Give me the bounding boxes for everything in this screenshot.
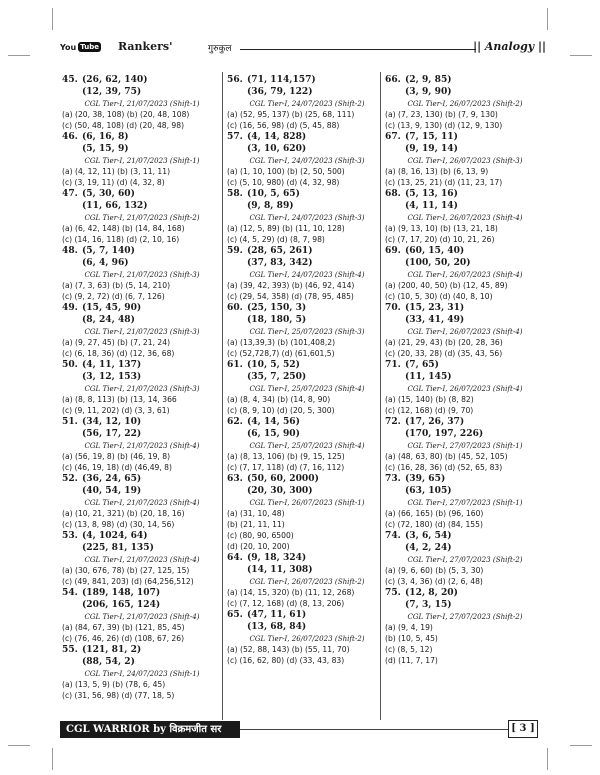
question-pair-1: (17, 26, 37): [405, 416, 465, 427]
question-pair-2: (40, 54, 19): [82, 485, 142, 496]
answer-option-row: (c) (49, 841, 203) (d) (64,256,512): [62, 577, 194, 586]
question-number: 68.: [385, 188, 401, 199]
column-divider: [222, 72, 223, 720]
question-number: 45.: [62, 74, 78, 85]
exam-source: CGL Tier-I, 21/07/2023 (Shift-1): [84, 99, 200, 108]
question-number: 47.: [62, 188, 78, 199]
answer-option-row: (a) (14, 15, 320) (b) (11, 12, 268): [227, 588, 355, 597]
answer-option-row: (c) (13, 25, 21) (d) (11, 23, 17): [385, 178, 503, 187]
question-pair-2: (9, 8, 89): [247, 200, 294, 211]
question-number: 54.: [62, 587, 78, 598]
question-pair-1: (10, 5, 52): [247, 359, 300, 370]
question-line: [385, 587, 545, 599]
question-line: [385, 302, 545, 314]
answer-option-row: (c) (8, 9, 10) (d) (20, 5, 300): [227, 406, 335, 415]
question-pair-1: (28, 65, 261): [247, 245, 313, 256]
question-pair-2: (8, 24, 48): [82, 314, 135, 325]
question-pair-2: (6, 15, 90): [247, 428, 300, 439]
question-pair-2: (100, 50, 20): [405, 257, 471, 268]
answer-option-row: (c) (3, 4, 36) (d) (2, 6, 48): [385, 577, 483, 586]
answer-option-row: (a) (39, 42, 393) (b) (46, 92, 414): [227, 281, 355, 290]
exam-source: CGL Tier-I, 21/07/2023 (Shift-4): [84, 441, 200, 450]
question-number: 71.: [385, 359, 401, 370]
answer-option-row: (a) (8, 16, 13) (b) (6, 13, 9): [385, 167, 489, 176]
question-line: [227, 552, 387, 564]
question-number: 50.: [62, 359, 78, 370]
question-pair-2: (33, 41, 49): [405, 314, 465, 325]
question-pair-2: (37, 83, 342): [247, 257, 313, 268]
question-item: [227, 245, 387, 302]
answer-option-row: (c) (13, 8, 98) (d) (30, 14, 56): [62, 520, 175, 529]
question-line: [385, 359, 545, 371]
footer-brand: CGL WARRIOR by विक्रमजीत सर: [60, 721, 240, 738]
answer-option-row: (a) (66, 165) (b) (96, 160): [385, 509, 484, 518]
question-line: [227, 131, 387, 143]
section-title: || Analogy ||: [473, 40, 546, 53]
question-item: [385, 131, 545, 188]
answer-option-row: (a) (9, 13, 10) (b) (13, 21, 18): [385, 224, 498, 233]
column-divider: [380, 72, 381, 720]
crop-mark: [547, 748, 548, 770]
question-item: [227, 552, 387, 609]
answer-option-row: (c) (12, 168) (d) (9, 70): [385, 406, 474, 415]
question-pair-1: (39, 65): [405, 473, 446, 484]
question-pair-1: (4, 14, 828): [247, 131, 307, 142]
answer-option-row: (c) (10, 5, 30) (d) (40, 8, 10): [385, 292, 493, 301]
exam-source: CGL Tier-I, 25/07/2023 (Shift-3): [249, 327, 365, 336]
question-pair-2: (3, 12, 153): [82, 371, 142, 382]
answer-option-row: (c) (16, 62, 80) (d) (33, 43, 83): [227, 656, 345, 665]
question-pair-2: (20, 30, 300): [247, 485, 313, 496]
question-pair-2: (12, 39, 75): [82, 86, 142, 97]
answer-option-row: (a) (48, 63, 80) (b) (45, 52, 105): [385, 452, 508, 461]
question-line: [227, 609, 387, 621]
question-number: 59.: [227, 245, 243, 256]
question-line: [227, 359, 387, 371]
question-item: [62, 131, 222, 188]
question-item: [62, 188, 222, 245]
answer-option-row: (a) (9, 4, 19): [385, 623, 433, 632]
question-item: [62, 644, 222, 701]
crop-mark: [52, 748, 53, 770]
question-pair-1: (7, 15, 11): [405, 131, 458, 142]
question-line: [62, 416, 222, 428]
question-column-1: [62, 74, 222, 719]
question-pair-1: (4, 11, 137): [82, 359, 142, 370]
answer-option-row: (c) (4, 5, 29) (d) (8, 7, 98): [227, 235, 325, 244]
exam-source: CGL Tier-I, 26/07/2023 (Shift-2): [249, 577, 365, 586]
question-pair-1: (7, 65): [405, 359, 439, 370]
exam-source: CGL Tier-I, 21/07/2023 (Shift-1): [84, 156, 200, 165]
question-pair-1: (5, 30, 60): [82, 188, 135, 199]
question-pair-2: (88, 54, 2): [82, 656, 135, 667]
answer-option-row: (c) (29, 54, 358) (d) (78, 95, 485): [227, 292, 354, 301]
question-pair-2: (206, 165, 124): [82, 599, 161, 610]
youtube-logo-word: You: [60, 42, 77, 52]
answer-option-row: (a) (9, 27, 45) (b) (7, 21, 24): [62, 338, 171, 347]
question-line: [62, 188, 222, 200]
header-divider: [240, 49, 476, 50]
question-pair-2: (4, 2, 24): [405, 542, 452, 553]
question-line: [385, 530, 545, 542]
question-line: [62, 74, 222, 86]
answer-option-row: (d) (20, 10, 200): [227, 542, 290, 551]
question-pair-1: (34, 12, 10): [82, 416, 142, 427]
question-line: [227, 302, 387, 314]
question-number: 73.: [385, 473, 401, 484]
question-number: 46.: [62, 131, 78, 142]
page-number: [ 3 ]: [508, 720, 538, 738]
answer-option-row: (a) (10, 21, 321) (b) (20, 18, 16): [62, 509, 185, 518]
question-pair-1: (6, 16, 8): [82, 131, 129, 142]
question-number: 58.: [227, 188, 243, 199]
exam-source: CGL Tier-I, 27/07/2023 (Shift-2): [407, 555, 523, 564]
exam-source: CGL Tier-I, 27/07/2023 (Shift-2): [407, 612, 523, 621]
brand-name: Rankers': [118, 40, 173, 53]
answer-option-row: (d) (11, 7, 17): [385, 656, 438, 665]
question-pair-1: (36, 24, 65): [82, 473, 142, 484]
exam-source: CGL Tier-I, 24/07/2023 (Shift-1): [84, 669, 200, 678]
question-item: [385, 188, 545, 245]
answer-option-row: (b) (21, 11, 11): [227, 520, 285, 529]
question-number: 55.: [62, 644, 78, 655]
question-pair-1: (15, 23, 31): [405, 302, 465, 313]
question-item: [227, 131, 387, 188]
question-pair-2: (225, 81, 135): [82, 542, 154, 553]
question-item: [62, 473, 222, 530]
question-item: [385, 587, 545, 666]
question-pair-1: (15, 45, 90): [82, 302, 142, 313]
question-item: [385, 473, 545, 530]
exam-source: CGL Tier-I, 24/07/2023 (Shift-3): [249, 156, 365, 165]
question-number: 52.: [62, 473, 78, 484]
answer-option-row: (c) (7, 17, 118) (d) (7, 16, 112): [227, 463, 345, 472]
youtube-play-icon: Tube: [80, 43, 99, 51]
question-item: [227, 609, 387, 666]
exam-source: CGL Tier-I, 21/07/2023 (Shift-4): [84, 498, 200, 507]
question-pair-2: (56, 17, 22): [82, 428, 142, 439]
exam-source: CGL Tier-I, 21/07/2023 (Shift-3): [84, 327, 200, 336]
question-line: [385, 74, 545, 86]
answer-option-row: (a) (21, 29, 43) (b) (20, 28, 36): [385, 338, 503, 347]
question-pair-2: (36, 79, 122): [247, 86, 313, 97]
question-pair-2: (5, 15, 9): [82, 143, 129, 154]
question-pair-1: (10, 5, 65): [247, 188, 300, 199]
answer-option-row: (a) (7, 23, 130) (b) (7, 9, 130): [385, 110, 498, 119]
answer-option-row: (c) (3, 19, 11) (d) (4, 32, 8): [62, 178, 165, 187]
question-pair-1: (189, 148, 107): [82, 587, 161, 598]
exam-source: CGL Tier-I, 21/07/2023 (Shift-2): [84, 213, 200, 222]
question-item: [385, 245, 545, 302]
question-item: [385, 74, 545, 131]
question-pair-1: (2, 9, 85): [405, 74, 452, 85]
question-item: [385, 359, 545, 416]
question-line: [62, 131, 222, 143]
question-pair-1: (4, 14, 56): [247, 416, 300, 427]
exam-source: CGL Tier-I, 26/07/2023 (Shift-2): [249, 634, 365, 643]
exam-source: CGL Tier-I, 21/07/2023 (Shift-4): [84, 555, 200, 564]
question-line: [227, 188, 387, 200]
answer-option-row: (a) (8, 4, 34) (b) (14, 8, 90): [227, 395, 331, 404]
exam-source: CGL Tier-I, 26/07/2023 (Shift-4): [407, 213, 523, 222]
question-item: [62, 359, 222, 416]
footer-divider: [240, 729, 508, 730]
answer-option-row: (c) (76, 46, 26) (d) (108, 67, 26): [62, 634, 185, 643]
answer-option-row: (a) (52, 95, 137) (b) (25, 68, 111): [227, 110, 355, 119]
question-column-2: [227, 74, 387, 719]
answer-option-row: (a) (30, 676, 78) (b) (27, 125, 15): [62, 566, 190, 575]
question-line: [385, 245, 545, 257]
question-number: 75.: [385, 587, 401, 598]
question-pair-2: (6, 4, 96): [82, 257, 129, 268]
answer-option-row: (a) (15, 140) (b) (8, 82): [385, 395, 474, 404]
answer-option-row: (c) (16, 28, 36) (d) (52, 65, 83): [385, 463, 503, 472]
answer-option-row: (c) (50, 48, 108) (d) (20, 48, 98): [62, 121, 185, 130]
exam-source: CGL Tier-I, 26/07/2023 (Shift-4): [407, 270, 523, 279]
question-item: [227, 473, 387, 552]
question-item: [227, 359, 387, 416]
crop-mark: [547, 8, 548, 30]
question-item: [62, 587, 222, 644]
question-pair-1: (26, 62, 140): [82, 74, 148, 85]
answer-option-row: (c) (6, 18, 36) (d) (12, 36, 68): [62, 349, 175, 358]
question-item: [227, 302, 387, 359]
exam-source: CGL Tier-I, 26/07/2023 (Shift-1): [249, 498, 365, 507]
answer-option-row: (a) (6, 42, 148) (b) (14, 84, 168): [62, 224, 185, 233]
exam-source: CGL Tier-I, 21/07/2023 (Shift-3): [84, 270, 200, 279]
exam-source: CGL Tier-I, 25/07/2023 (Shift-4): [249, 384, 365, 393]
question-number: 62.: [227, 416, 243, 427]
question-item: [62, 302, 222, 359]
exam-source: CGL Tier-I, 26/07/2023 (Shift-3): [407, 156, 523, 165]
question-number: 56.: [227, 74, 243, 85]
crop-mark: [570, 745, 592, 746]
question-pair-2: (63, 105): [405, 485, 452, 496]
question-line: [385, 188, 545, 200]
question-pair-2: (9, 19, 14): [405, 143, 458, 154]
crop-mark: [52, 8, 53, 30]
answer-option-row: (c) (52,728,7) (d) (61,601,5): [227, 349, 335, 358]
answer-option-row: (a) (31, 10, 48): [227, 509, 285, 518]
question-pair-2: (170, 197, 226): [405, 428, 484, 439]
question-item: [62, 416, 222, 473]
question-line: [385, 473, 545, 485]
question-line: [62, 530, 222, 542]
exam-source: CGL Tier-I, 26/07/2023 (Shift-4): [407, 384, 523, 393]
question-number: 60.: [227, 302, 243, 313]
question-number: 72.: [385, 416, 401, 427]
question-pair-1: (3, 6, 54): [405, 530, 452, 541]
question-pair-1: (9, 18, 324): [247, 552, 307, 563]
question-pair-2: (14, 11, 308): [247, 564, 313, 575]
answer-option-row: (c) (7, 12, 168) (d) (8, 13, 206): [227, 599, 345, 608]
question-item: [62, 530, 222, 587]
question-pair-1: (5, 7, 140): [82, 245, 135, 256]
question-column-3: [385, 74, 545, 719]
answer-option-row: (a) (20, 38, 108) (b) (20, 48, 108): [62, 110, 190, 119]
question-number: 65.: [227, 609, 243, 620]
exam-source: CGL Tier-I, 24/07/2023 (Shift-2): [249, 99, 365, 108]
question-pair-1: (50, 60, 2000): [247, 473, 319, 484]
answer-option-row: (c) (9, 11, 202) (d) (3, 3, 61): [62, 406, 170, 415]
question-number: 70.: [385, 302, 401, 313]
answer-option-row: (a) (8, 13, 106) (b) (9, 15, 125): [227, 452, 345, 461]
answer-option-row: (c) (7, 17, 20) (d) 10, 21, 26): [385, 235, 495, 244]
answer-option-row: (c) (72, 180) (d) (84, 155): [385, 520, 483, 529]
question-line: [385, 416, 545, 428]
exam-source: CGL Tier-I, 26/07/2023 (Shift-4): [407, 327, 523, 336]
question-line: [227, 74, 387, 86]
exam-source: CGL Tier-I, 24/07/2023 (Shift-3): [249, 213, 365, 222]
answer-option-row: (a) (52, 88, 143) (b) (55, 11, 70): [227, 645, 350, 654]
question-item: [385, 530, 545, 587]
question-line: [62, 245, 222, 257]
question-pair-2: (11, 145): [405, 371, 452, 382]
exam-source: CGL Tier-I, 21/07/2023 (Shift-4): [84, 612, 200, 621]
answer-option-row: (b) (10, 5, 45): [385, 634, 438, 643]
exam-source: CGL Tier-I, 26/07/2023 (Shift-2): [407, 99, 523, 108]
question-pair-1: (5, 13, 16): [405, 188, 458, 199]
question-line: [62, 473, 222, 485]
question-item: [62, 74, 222, 131]
question-pair-2: (7, 3, 15): [405, 599, 452, 610]
question-pair-2: (3, 9, 90): [405, 86, 452, 97]
answer-option-row: (c) (8, 5, 12): [385, 645, 433, 654]
question-pair-2: (11, 66, 132): [82, 200, 148, 211]
answer-option-row: (c) (14, 16, 118) (d) (2, 10, 16): [62, 235, 180, 244]
answer-option-row: (a) (56, 19, 8) (b) (46, 19, 8): [62, 452, 171, 461]
question-number: 61.: [227, 359, 243, 370]
question-number: 67.: [385, 131, 401, 142]
question-pair-1: (71, 114,157): [247, 74, 316, 85]
question-line: [62, 644, 222, 656]
question-number: 49.: [62, 302, 78, 313]
exam-source: CGL Tier-I, 24/07/2023 (Shift-4): [249, 270, 365, 279]
question-line: [227, 473, 387, 485]
question-pair-1: (25, 150, 3): [247, 302, 307, 313]
question-pair-2: (35, 7, 250): [247, 371, 307, 382]
question-line: [385, 131, 545, 143]
question-pair-2: (4, 11, 14): [405, 200, 458, 211]
question-pair-2: (3, 10, 620): [247, 143, 307, 154]
answer-option-row: (a) (13,39,3) (b) (101,408,2): [227, 338, 336, 347]
exam-source: CGL Tier-I, 21/07/2023 (Shift-3): [84, 384, 200, 393]
answer-option-row: (a) (9, 6, 60) (b) (5, 3, 30): [385, 566, 484, 575]
question-pair-1: (60, 15, 40): [405, 245, 465, 256]
question-item: [385, 302, 545, 359]
answer-option-row: (c) (13, 9, 130) (d) (12, 9, 130): [385, 121, 503, 130]
answer-option-row: (a) (12, 5, 89) (b) (11, 10, 128): [227, 224, 345, 233]
question-pair-1: (121, 81, 2): [82, 644, 142, 655]
question-item: [227, 416, 387, 473]
answer-option-row: (c) (80, 90, 6500): [227, 531, 294, 540]
question-number: 51.: [62, 416, 78, 427]
question-item: [227, 188, 387, 245]
answer-option-row: (c) (9, 2, 72) (d) (6, 7, 126): [62, 292, 165, 301]
exam-source: CGL Tier-I, 25/07/2023 (Shift-4): [249, 441, 365, 450]
crop-mark: [8, 745, 30, 746]
question-pair-2: (18, 180, 5): [247, 314, 307, 325]
question-number: 57.: [227, 131, 243, 142]
answer-option-row: (c) (46, 19, 18) (d) (46,49, 8): [62, 463, 172, 472]
question-line: [62, 359, 222, 371]
answer-option-row: (a) (7, 3, 63) (b) (5, 14, 210): [62, 281, 171, 290]
question-number: 74.: [385, 530, 401, 541]
question-number: 63.: [227, 473, 243, 484]
answer-option-row: (c) (16, 56, 98) (d) (5, 45, 88): [227, 121, 340, 130]
answer-option-row: (a) (1, 10, 100) (b) (2, 50, 500): [227, 167, 345, 176]
question-pair-2: (13, 68, 84): [247, 621, 307, 632]
question-line: [62, 302, 222, 314]
youtube-logo: [60, 42, 101, 52]
answer-option-row: (a) (84, 67, 39) (b) (121, 85, 45): [62, 623, 185, 632]
answer-option-row: (a) (13, 5, 9) (b) (78, 6, 45): [62, 680, 166, 689]
answer-option-row: (a) (4, 12, 11) (b) (3, 11, 11): [62, 167, 171, 176]
question-number: 69.: [385, 245, 401, 256]
brand-name-hindi: गुरुकुल: [208, 44, 232, 54]
question-number: 66.: [385, 74, 401, 85]
exam-source: CGL Tier-I, 27/07/2023 (Shift-1): [407, 498, 523, 507]
page-header: [60, 40, 546, 58]
answer-option-row: (a) (8, 8, 113) (b) (13, 14, 366: [62, 395, 177, 404]
question-item: [62, 245, 222, 302]
answer-option-row: (c) (20, 33, 28) (d) (35, 43, 56): [385, 349, 503, 358]
question-pair-1: (12, 8, 20): [405, 587, 458, 598]
question-pair-1: (4, 1024, 64): [82, 530, 148, 541]
question-number: 48.: [62, 245, 78, 256]
answer-option-row: (c) (31, 56, 98) (d) (77, 18, 5): [62, 691, 175, 700]
question-item: [227, 74, 387, 131]
question-line: [62, 587, 222, 599]
crop-mark: [8, 55, 30, 56]
answer-option-row: (a) (200, 40, 50) (b) (12, 45, 89): [385, 281, 508, 290]
question-number: 53.: [62, 530, 78, 541]
question-line: [227, 245, 387, 257]
question-number: 64.: [227, 552, 243, 563]
answer-option-row: (c) (5, 10, 980) (d) (4, 32, 98): [227, 178, 340, 187]
question-pair-1: (47, 11, 61): [247, 609, 307, 620]
exam-source: CGL Tier-I, 27/07/2023 (Shift-1): [407, 441, 523, 450]
crop-mark: [570, 55, 592, 56]
question-line: [227, 416, 387, 428]
question-item: [385, 416, 545, 473]
